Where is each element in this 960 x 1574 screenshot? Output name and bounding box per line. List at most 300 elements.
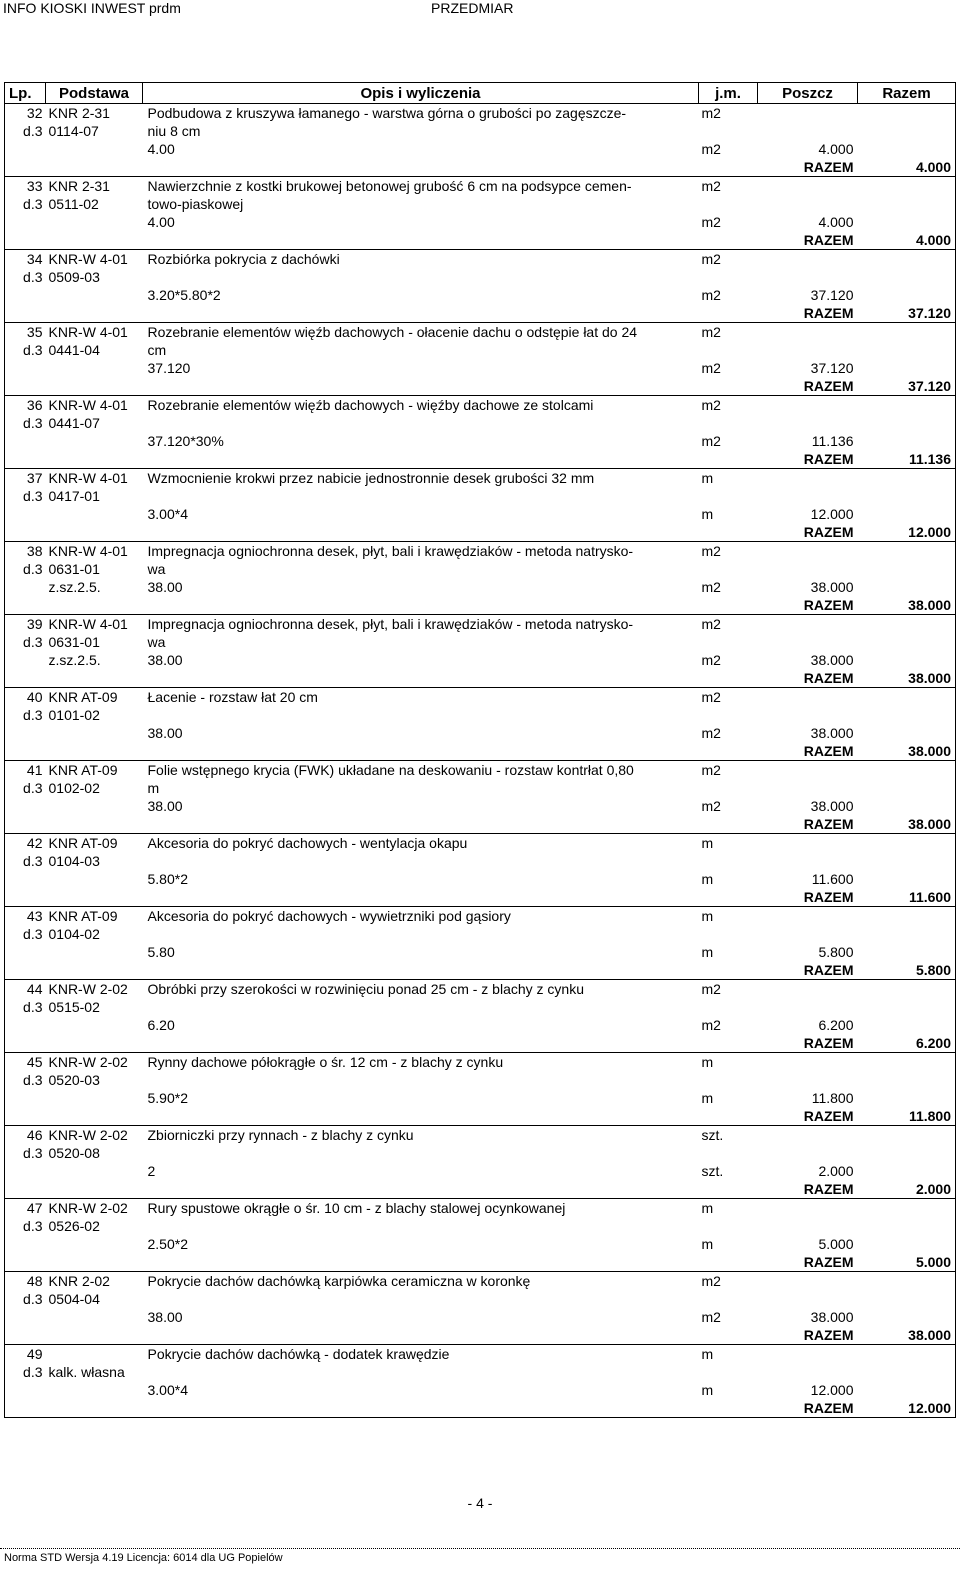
item-spacer: [699, 852, 758, 870]
item-calculation: 6.20: [147, 1017, 175, 1033]
item-row: [5, 104, 956, 123]
item-description: Nawierzchnie z kostki brukowej betonowej grubość 6 cm na podsypce cemen-: [143, 177, 699, 196]
item-spacer: [46, 450, 143, 469]
item-spacer: [143, 450, 699, 469]
item-partial-quantity: 6.200: [818, 1017, 854, 1033]
item-spacer: [758, 1272, 858, 1291]
item-calculation-unit: m: [701, 506, 714, 522]
item-spacer: [858, 213, 956, 231]
razem-label: RAZEM: [758, 669, 858, 688]
item-calculation-unit: m: [701, 871, 714, 887]
item-unit: m: [699, 1053, 758, 1072]
razem-label: RAZEM: [758, 1107, 858, 1126]
item-basis-number: 0102-02: [48, 780, 100, 796]
razem-label: RAZEM: [758, 450, 858, 469]
item-section: d.3: [5, 487, 46, 505]
item-spacer: [858, 104, 956, 123]
item-basis-number: 0511-02: [48, 196, 99, 212]
item-spacer: [858, 980, 956, 999]
item-spacer: [143, 1180, 699, 1199]
item-spacer: [143, 523, 699, 542]
column-header-opis: Opis i wyliczenia: [143, 83, 699, 104]
item-spacer: [5, 1162, 46, 1180]
item-spacer: [699, 377, 758, 396]
item-spacer: [46, 1326, 143, 1345]
item-calculation-unit: m2: [701, 1017, 721, 1033]
item-row: [5, 250, 956, 269]
item-basis-code: KNR-W 2-02: [46, 1126, 143, 1145]
item-spacer: [858, 1290, 956, 1308]
item-section: d.3: [5, 1144, 46, 1162]
item-row-continued: [5, 560, 956, 578]
item-calculation-row: [5, 213, 956, 231]
item-basis-code: KNR-W 4-01: [46, 615, 143, 634]
item-spacer: [699, 1326, 758, 1345]
item-basis-code: KNR-W 4-01: [46, 250, 143, 269]
item-spacer: [699, 596, 758, 615]
item-partial-quantity: 4.000: [818, 214, 854, 230]
item-spacer: [46, 286, 143, 304]
item-spacer: [46, 742, 143, 761]
item-spacer: [858, 250, 956, 269]
item-spacer: [699, 815, 758, 834]
item-spacer: [758, 1071, 858, 1089]
item-total: 38.000: [858, 669, 956, 688]
item-spacer: [699, 487, 758, 505]
item-spacer: [758, 779, 858, 797]
item-spacer: [858, 560, 956, 578]
item-spacer: [758, 1199, 858, 1218]
item-partial-quantity: 5.000: [818, 1236, 854, 1252]
item-spacer: [758, 1345, 858, 1364]
item-basis-code: KNR-W 2-02: [46, 980, 143, 999]
razem-label: RAZEM: [758, 1326, 858, 1345]
item-description-continued: m: [147, 780, 160, 796]
item-row: [5, 1199, 956, 1218]
footer-divider: [0, 1548, 960, 1549]
item-row: [5, 761, 956, 780]
item-spacer: [858, 177, 956, 196]
item-spacer: [858, 432, 956, 450]
item-total: 12.000: [858, 1399, 956, 1418]
item-spacer: [5, 888, 46, 907]
item-spacer: [758, 250, 858, 269]
item-spacer: [858, 870, 956, 888]
item-spacer: [46, 140, 143, 158]
item-description: Rozebranie elementów więźb dachowych - ołacenie dachu o odstępie łat do 24: [143, 323, 699, 342]
item-spacer: [46, 359, 143, 377]
item-spacer: [5, 450, 46, 469]
item-basis-number: 0509-03: [48, 269, 100, 285]
item-spacer: [46, 158, 143, 177]
item-description: Akcesoria do pokryć dachowych - wywietrzniki pod gąsiory: [143, 907, 699, 926]
item-spacer: [758, 980, 858, 999]
item-number: 35: [5, 323, 46, 342]
item-calculation-unit: m2: [701, 725, 721, 741]
item-spacer: [5, 377, 46, 396]
item-total: 38.000: [858, 742, 956, 761]
item-spacer: [758, 615, 858, 634]
item-spacer: [699, 1034, 758, 1053]
item-calculation: 37.120: [147, 360, 191, 376]
item-basis-note: z.sz.2.5.: [48, 579, 101, 595]
item-spacer: [699, 1107, 758, 1126]
item-unit: m2: [699, 396, 758, 415]
item-unit: m2: [699, 615, 758, 634]
item-spacer: [699, 925, 758, 943]
item-calculation-row: [5, 505, 956, 523]
item-number: 48: [5, 1272, 46, 1291]
item-spacer: [699, 961, 758, 980]
item-total-row: [5, 1253, 956, 1272]
item-spacer: [5, 1253, 46, 1272]
item-spacer: [699, 1253, 758, 1272]
item-spacer: [46, 1399, 143, 1418]
item-spacer: [143, 669, 699, 688]
document-header: [0, 0, 960, 17]
item-number: 47: [5, 1199, 46, 1218]
item-basis-code: KNR 2-31: [46, 104, 143, 123]
item-calculation: 38.00: [147, 1309, 183, 1325]
item-calculation: 38.00: [147, 652, 183, 668]
item-row-continued: [5, 195, 956, 213]
item-spacer: [858, 542, 956, 561]
item-spacer: [699, 706, 758, 724]
item-partial-quantity: 11.800: [811, 1090, 854, 1106]
razem-label: RAZEM: [758, 596, 858, 615]
razem-label: RAZEM: [758, 304, 858, 323]
item-spacer: [46, 1180, 143, 1199]
item-basis-code: KNR-W 4-01: [46, 396, 143, 415]
item-basis-number: 0441-07: [48, 415, 100, 431]
item-spacer: [858, 651, 956, 669]
razem-label: RAZEM: [758, 1034, 858, 1053]
item-spacer: [5, 140, 46, 158]
item-calculation: 37.120*30%: [147, 433, 224, 449]
razem-label: RAZEM: [758, 377, 858, 396]
item-section: d.3: [5, 1363, 46, 1381]
item-spacer: [858, 779, 956, 797]
item-spacer: [858, 852, 956, 870]
item-spacer: [143, 1217, 699, 1235]
item-row: [5, 177, 956, 196]
item-section: d.3: [5, 195, 46, 213]
item-description: Rynny dachowe półokrągłe o śr. 12 cm - z blachy z cynku: [143, 1053, 699, 1072]
item-calculation-unit: m2: [701, 798, 721, 814]
item-spacer: [5, 523, 46, 542]
item-spacer: [46, 1107, 143, 1126]
item-total: 38.000: [858, 596, 956, 615]
item-total: 11.136: [858, 450, 956, 469]
item-unit: m2: [699, 323, 758, 342]
item-calculation-row: [5, 1308, 956, 1326]
item-spacer: [5, 742, 46, 761]
item-spacer: [758, 323, 858, 342]
item-total-row: [5, 158, 956, 177]
item-spacer: [143, 268, 699, 286]
table-header-row: [5, 83, 956, 104]
item-spacer: [858, 414, 956, 432]
item-basis-number: 0104-03: [48, 853, 100, 869]
item-basis-code: KNR-W 4-01: [46, 323, 143, 342]
item-total-row: [5, 377, 956, 396]
column-header-jm: j.m.: [699, 83, 758, 104]
item-spacer: [699, 1399, 758, 1418]
item-total: 4.000: [858, 231, 956, 250]
razem-label: RAZEM: [758, 231, 858, 250]
item-calculation-row: [5, 286, 956, 304]
column-header-podstawa: Podstawa: [46, 83, 143, 104]
column-header-lp: Lp.: [5, 83, 46, 104]
item-spacer: [858, 469, 956, 488]
item-spacer: [699, 669, 758, 688]
item-spacer: [758, 487, 858, 505]
item-basis-number: 0631-01: [48, 634, 100, 650]
item-calculation-row: [5, 1235, 956, 1253]
item-spacer: [5, 1308, 46, 1326]
item-spacer: [858, 688, 956, 707]
item-spacer: [5, 1326, 46, 1345]
item-spacer: [858, 907, 956, 926]
item-spacer: [143, 1290, 699, 1308]
item-spacer: [758, 925, 858, 943]
item-spacer: [46, 815, 143, 834]
item-spacer: [46, 304, 143, 323]
item-row-continued: [5, 925, 956, 943]
item-basis-code: KNR-W 4-01: [46, 469, 143, 488]
item-calculation-row: [5, 1016, 956, 1034]
item-spacer: [858, 341, 956, 359]
item-spacer: [758, 706, 858, 724]
item-description: Rozbiórka pokrycia z dachówki: [143, 250, 699, 269]
item-row: [5, 469, 956, 488]
item-row-continued: [5, 1217, 956, 1235]
item-basis-number: 0520-08: [48, 1145, 100, 1161]
item-calculation-row: [5, 870, 956, 888]
item-spacer: [858, 797, 956, 815]
item-partial-quantity: 37.120: [810, 287, 854, 303]
item-calculation-row: [5, 943, 956, 961]
przedmiar-table: [4, 82, 956, 1418]
item-calculation-unit: m2: [701, 579, 721, 595]
item-row-continued: [5, 487, 956, 505]
item-total-row: [5, 596, 956, 615]
item-number: 45: [5, 1053, 46, 1072]
item-description: Łacenie - rozstaw łat 20 cm: [143, 688, 699, 707]
item-spacer: [5, 797, 46, 815]
item-calculation-unit: m: [701, 1236, 714, 1252]
item-spacer: [699, 122, 758, 140]
item-total-row: [5, 1034, 956, 1053]
item-description: Wzmocnienie krokwi przez nabicie jednostronnie desek grubości 32 mm: [143, 469, 699, 488]
item-spacer: [758, 560, 858, 578]
item-number: 41: [5, 761, 46, 780]
item-basis-code: KNR 2-02: [46, 1272, 143, 1291]
item-calculation-row: [5, 578, 956, 596]
item-basis-code: KNR AT-09: [46, 834, 143, 853]
item-total: 11.800: [858, 1107, 956, 1126]
item-spacer: [699, 195, 758, 213]
item-basis-number: 0526-02: [48, 1218, 100, 1234]
item-row: [5, 542, 956, 561]
item-calculation-unit: m2: [701, 652, 721, 668]
item-spacer: [5, 1089, 46, 1107]
item-basis-number: 0520-03: [48, 1072, 100, 1088]
item-number: 38: [5, 542, 46, 561]
item-row-continued: [5, 1363, 956, 1381]
item-spacer: [143, 852, 699, 870]
item-spacer: [858, 925, 956, 943]
item-spacer: [699, 304, 758, 323]
item-spacer: [858, 1272, 956, 1291]
item-calculation: 3.00*4: [147, 1382, 188, 1398]
item-description: Obróbki przy szerokości w rozwinięciu ponad 25 cm - z blachy z cynku: [143, 980, 699, 999]
item-calculation: 4.00: [147, 214, 175, 230]
item-spacer: [46, 669, 143, 688]
item-spacer: [143, 1144, 699, 1162]
item-total-row: [5, 523, 956, 542]
item-spacer: [758, 852, 858, 870]
item-unit: m: [699, 907, 758, 926]
item-row: [5, 688, 956, 707]
item-calculation: 5.80: [147, 944, 175, 960]
item-spacer: [699, 998, 758, 1016]
item-number: 39: [5, 615, 46, 634]
item-number: 33: [5, 177, 46, 196]
item-spacer: [5, 231, 46, 250]
item-section: d.3: [5, 268, 46, 286]
item-spacer: [5, 578, 46, 596]
item-calculation: 2.50*2: [147, 1236, 188, 1252]
header-document-type: PRZEDMIAR: [431, 0, 514, 16]
item-partial-quantity: 38.000: [810, 725, 854, 741]
item-total: 2.000: [858, 1180, 956, 1199]
item-spacer: [858, 615, 956, 634]
item-spacer: [5, 1016, 46, 1034]
item-spacer: [143, 1034, 699, 1053]
item-description-continued: cm: [147, 342, 167, 358]
item-spacer: [858, 1144, 956, 1162]
item-total-row: [5, 1326, 956, 1345]
item-basis-number: 0101-02: [48, 707, 100, 723]
item-section: d.3: [5, 341, 46, 359]
item-unit: m: [699, 834, 758, 853]
item-spacer: [46, 1016, 143, 1034]
item-basis-code: KNR AT-09: [46, 907, 143, 926]
item-section: d.3: [5, 122, 46, 140]
item-total-row: [5, 815, 956, 834]
item-row: [5, 1053, 956, 1072]
item-section: d.3: [5, 925, 46, 943]
item-total: 37.120: [858, 304, 956, 323]
item-spacer: [46, 523, 143, 542]
item-spacer: [143, 158, 699, 177]
item-spacer: [858, 122, 956, 140]
item-total-row: [5, 1107, 956, 1126]
item-calculation-row: [5, 140, 956, 158]
item-spacer: [143, 925, 699, 943]
item-calculation-row: [5, 797, 956, 815]
item-spacer: [758, 1144, 858, 1162]
item-spacer: [699, 268, 758, 286]
item-spacer: [143, 1071, 699, 1089]
item-unit: m: [699, 469, 758, 488]
item-spacer: [758, 177, 858, 196]
item-description: Folie wstępnego krycia (FWK) układane na deskowaniu - rozstaw kontrłat 0,80: [143, 761, 699, 780]
item-spacer: [858, 268, 956, 286]
item-spacer: [758, 761, 858, 780]
item-spacer: [758, 907, 858, 926]
item-partial-quantity: 11.136: [811, 433, 854, 449]
item-spacer: [143, 304, 699, 323]
item-spacer: [5, 1034, 46, 1053]
item-total-row: [5, 304, 956, 323]
item-row: [5, 1345, 956, 1364]
item-basis-number: 0441-04: [48, 342, 100, 358]
item-description: Impregnacja ogniochronna desek, płyt, bali i krawędziaków - metoda natrysko-: [143, 542, 699, 561]
item-spacer: [46, 231, 143, 250]
item-spacer: [46, 1089, 143, 1107]
item-spacer: [5, 651, 46, 669]
item-number: 46: [5, 1126, 46, 1145]
item-spacer: [46, 943, 143, 961]
item-spacer: [699, 341, 758, 359]
item-spacer: [858, 1308, 956, 1326]
item-calculation-unit: m2: [701, 433, 721, 449]
item-spacer: [758, 122, 858, 140]
item-spacer: [46, 1034, 143, 1053]
item-calculation-row: [5, 359, 956, 377]
item-basis-code: KNR-W 2-02: [46, 1053, 143, 1072]
item-row: [5, 615, 956, 634]
item-number: 32: [5, 104, 46, 123]
item-total-row: [5, 888, 956, 907]
item-row: [5, 907, 956, 926]
item-spacer: [758, 268, 858, 286]
razem-label: RAZEM: [758, 158, 858, 177]
item-partial-quantity: 37.120: [810, 360, 854, 376]
item-total-row: [5, 450, 956, 469]
item-basis-note: z.sz.2.5.: [48, 652, 101, 668]
item-spacer: [858, 1381, 956, 1399]
item-row: [5, 834, 956, 853]
item-description: Podbudowa z kruszywa łamanego - warstwa górna o grubości po zagęszcze-: [143, 104, 699, 123]
item-basis-number: 0631-01: [48, 561, 100, 577]
item-spacer: [699, 158, 758, 177]
item-spacer: [858, 140, 956, 158]
item-spacer: [143, 1399, 699, 1418]
item-calculation-row: [5, 651, 956, 669]
item-section: d.3: [5, 633, 46, 651]
item-spacer: [5, 1381, 46, 1399]
razem-label: RAZEM: [758, 888, 858, 907]
item-partial-quantity: 5.800: [818, 944, 854, 960]
item-spacer: [758, 1363, 858, 1381]
item-description: Akcesoria do pokryć dachowych - wentylacja okapu: [143, 834, 699, 853]
item-unit: m2: [699, 1272, 758, 1291]
item-spacer: [699, 1217, 758, 1235]
item-spacer: [858, 396, 956, 415]
razem-label: RAZEM: [758, 1180, 858, 1199]
item-partial-quantity: 38.000: [810, 652, 854, 668]
item-number: 42: [5, 834, 46, 853]
item-spacer: [46, 724, 143, 742]
item-basis-code: KNR AT-09: [46, 761, 143, 780]
item-spacer: [699, 1290, 758, 1308]
item-spacer: [46, 432, 143, 450]
item-spacer: [143, 1363, 699, 1381]
item-spacer: [143, 961, 699, 980]
